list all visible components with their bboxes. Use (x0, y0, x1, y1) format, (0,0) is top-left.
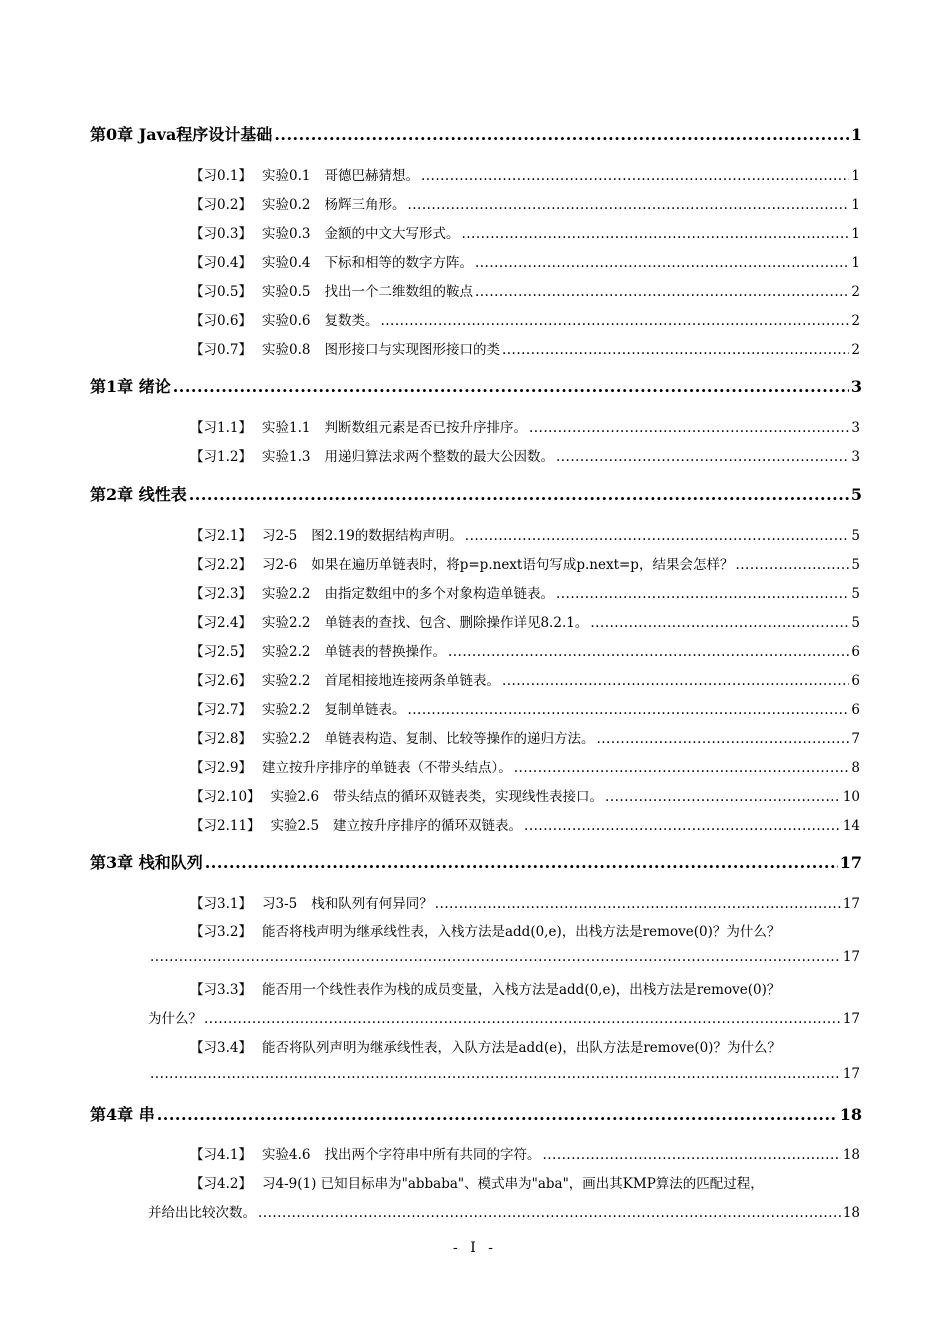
entry-tag: 【习4.1】 (190, 1147, 252, 1163)
toc-chapter-0[interactable] (90, 122, 862, 145)
entry-ref: 实验0.6 (261, 313, 311, 329)
toc-entry[interactable] (190, 553, 860, 573)
page-number: 2 (851, 342, 860, 358)
leader-dots (204, 1011, 841, 1027)
toc-entry-wrapped-first-line[interactable] (190, 1036, 781, 1056)
entry-text: 图2.19的数据结构声明。 (311, 528, 463, 544)
page-number: 3 (851, 449, 860, 465)
entry-tag: 【习2.9】 (190, 760, 252, 776)
toc-entry[interactable] (190, 814, 860, 834)
entry-ref: 实验2.2 (261, 673, 311, 689)
entry-text-continued: 为什么？ (148, 1011, 202, 1027)
page-number: 18 (842, 1205, 860, 1221)
toc-entry[interactable] (190, 756, 860, 776)
entry-text: 单链表构造、复制、比较等操作的递归方法。 (324, 731, 595, 747)
entry-text: 用递归算法求两个整数的最大公因数。 (324, 449, 554, 465)
entry-tag: 【习2.7】 (190, 702, 252, 718)
toc-entry[interactable] (190, 164, 860, 184)
entry-ref: 实验1.3 (261, 449, 311, 465)
entry-tag: 【习0.3】 (190, 226, 252, 242)
page-number: 1 (851, 197, 860, 213)
entry-ref: 习2-5 (261, 528, 298, 544)
entry-ref: 习2-6 (261, 557, 298, 573)
chapter-title: 第0章 Java程序设计基础 (90, 125, 273, 144)
entry-ref: 实验0.1 (261, 168, 311, 184)
leader-dots (461, 226, 849, 242)
entry-tag: 【习1.1】 (190, 420, 252, 436)
entry-tag: 【习0.7】 (190, 342, 252, 358)
page-number: 2 (851, 313, 860, 329)
leader-dots (448, 644, 849, 660)
leader-dots (556, 586, 849, 602)
page-number: 1 (851, 255, 860, 271)
entry-text: 复数类。 (324, 313, 379, 329)
toc-entry[interactable] (190, 582, 860, 602)
toc-entry[interactable] (190, 222, 860, 242)
entry-ref: 实验2.6 (270, 789, 320, 805)
entry-text: 图形接口与实现图形接口的类 (324, 342, 500, 358)
entry-text: 找出两个字符串中所有共同的字符。 (324, 1147, 541, 1163)
entry-tag: 【习2.5】 (190, 644, 252, 660)
entry-ref: 实验0.4 (261, 255, 311, 271)
leader-dots (205, 853, 838, 872)
entry-text: 判断数组元素是否已按升序排序。 (324, 420, 527, 436)
entry-tag: 【习2.10】 (190, 789, 261, 805)
leader-dots (465, 528, 850, 544)
leader-dots (189, 485, 849, 504)
toc-entry[interactable] (190, 524, 860, 544)
entry-text: 单链表的替换操作。 (324, 644, 446, 660)
entry-tag: 【习2.1】 (190, 528, 252, 544)
toc-chapter-2[interactable] (90, 482, 862, 505)
entry-tag: 【习2.3】 (190, 586, 252, 602)
toc-entry[interactable] (190, 892, 860, 912)
toc-entry-wrapped-second-line[interactable] (148, 1201, 860, 1221)
entry-ref: 实验1.1 (261, 420, 311, 436)
page-number: 6 (851, 644, 860, 660)
page-number: 18 (842, 1147, 860, 1163)
leader-dots (605, 789, 841, 805)
leader-dots (502, 342, 849, 358)
leader-dots (556, 449, 849, 465)
leader-dots (596, 731, 849, 747)
leader-dots (542, 1147, 840, 1163)
entry-ref: 实验2.2 (261, 702, 311, 718)
leader-dots (274, 125, 849, 144)
entry-tag: 【习4.2】 (190, 1176, 252, 1192)
entry-text: 单链表的查找、包含、删除操作详见8.2.1。 (324, 615, 589, 631)
entry-ref: 实验0.8 (261, 342, 311, 358)
entry-tag: 【习0.1】 (190, 168, 252, 184)
entry-text: 栈和队列有何异同？ (311, 896, 433, 912)
entry-ref: 实验0.2 (261, 197, 311, 213)
leader-dots (258, 1205, 841, 1221)
entry-ref: 实验0.5 (261, 284, 311, 300)
entry-text: 由指定数组中的多个对象构造单链表。 (324, 586, 554, 602)
toc-entry-wrapped-second-line[interactable] (148, 1066, 860, 1082)
entry-tag: 【习0.2】 (190, 197, 252, 213)
toc-entry[interactable] (190, 698, 860, 718)
leader-dots (380, 313, 849, 329)
page-number: 1 (851, 168, 860, 184)
page-number: 17 (842, 896, 860, 912)
toc-chapter-4[interactable] (90, 1102, 862, 1125)
toc-entry-wrapped-first-line[interactable] (190, 1172, 764, 1192)
page-number: 1 (850, 125, 862, 144)
entry-text: 哥德巴赫猜想。 (324, 168, 419, 184)
entry-tag: 【习3.4】 (190, 1040, 252, 1056)
page-number: 3 (851, 420, 860, 436)
toc-entry-wrapped-first-line[interactable] (190, 920, 780, 940)
toc-chapter-3[interactable] (90, 850, 862, 873)
toc-entry-wrapped-second-line[interactable] (148, 1007, 860, 1027)
entry-text: 找出一个二维数组的鞍点 (324, 284, 473, 300)
page-footer-number: - I - (453, 1240, 497, 1256)
toc-entry[interactable] (190, 1143, 860, 1163)
page-number: 1 (851, 226, 860, 242)
entry-tag: 【习2.11】 (190, 818, 261, 834)
leader-dots (150, 949, 841, 965)
entry-text: 能否将栈声明为继承线性表，入栈方法是add(0,e)，出栈方法是remove(0)？为什么？ (261, 924, 781, 940)
toc-entry[interactable] (190, 280, 860, 300)
chapter-title: 第1章 绪论 (90, 377, 171, 396)
page-number: 17 (842, 1066, 860, 1082)
leader-dots (524, 818, 841, 834)
leader-dots (157, 1105, 838, 1124)
page-number: 3 (850, 377, 862, 396)
toc-entry-wrapped-second-line[interactable] (148, 949, 860, 965)
leader-dots (407, 702, 849, 718)
chapter-title: 第3章 栈和队列 (90, 853, 203, 872)
toc-entry[interactable] (190, 727, 860, 747)
entry-tag: 【习2.6】 (190, 673, 252, 689)
leader-dots (173, 377, 849, 396)
page-number: 5 (851, 528, 860, 544)
page-number: 6 (851, 673, 860, 689)
entry-text: 复制单链表。 (324, 702, 406, 718)
page-number: 2 (851, 284, 860, 300)
page-number: 5 (851, 557, 860, 573)
page-number: 14 (842, 818, 860, 834)
entry-ref: 实验2.5 (270, 818, 320, 834)
entry-ref: 实验2.2 (261, 615, 311, 631)
entry-ref: 实验4.6 (261, 1147, 311, 1163)
entry-tag: 【习2.8】 (190, 731, 252, 747)
page-number: 17 (839, 853, 862, 872)
leader-dots (150, 1066, 841, 1082)
leader-dots (435, 896, 841, 912)
toc-entry[interactable] (190, 416, 860, 436)
page-number: 6 (851, 702, 860, 718)
page-number: 5 (850, 485, 862, 504)
entry-text: 建立按升序排序的单链表（不带头结点）。 (261, 760, 512, 776)
toc-chapter-1[interactable] (90, 374, 862, 397)
entry-tag: 【习2.2】 (190, 557, 252, 573)
page-number: 7 (851, 731, 860, 747)
page-number: 17 (842, 1011, 860, 1027)
chapter-title: 第4章 串 (90, 1105, 155, 1124)
entry-ref: 习3-5 (261, 896, 298, 912)
entry-tag: 【习0.6】 (190, 313, 252, 329)
entry-text: 能否将队列声明为继承线性表，入队方法是add(e)，出队方法是remove(0)？为什么？ (261, 1040, 781, 1056)
entry-ref: 实验2.2 (261, 586, 311, 602)
entry-text: 金额的中文大写形式。 (324, 226, 460, 242)
entry-tag: 【习3.2】 (190, 924, 252, 940)
entry-ref: 实验2.2 (261, 731, 311, 747)
toc-entry-wrapped-first-line[interactable] (190, 978, 780, 998)
toc-entry[interactable] (190, 445, 860, 465)
entry-tag: 【习3.3】 (190, 982, 252, 998)
page-number: 8 (851, 760, 860, 776)
leader-dots (735, 557, 849, 573)
entry-text: 下标和相等的数字方阵。 (324, 255, 473, 271)
leader-dots (502, 673, 849, 689)
page-number: 17 (842, 949, 860, 965)
page-number: 18 (839, 1105, 862, 1124)
entry-text: 首尾相接地连接两条单链表。 (324, 673, 500, 689)
page-number: 5 (851, 586, 860, 602)
entry-text: 杨辉三角形。 (324, 197, 406, 213)
leader-dots (475, 284, 849, 300)
entry-ref: 实验0.3 (261, 226, 311, 242)
entry-tag: 【习0.4】 (190, 255, 252, 271)
toc-entry[interactable] (190, 669, 860, 689)
leader-dots (590, 615, 849, 631)
entry-tag: 【习1.2】 (190, 449, 252, 465)
entry-text-continued: 并给出比较次数。 (148, 1205, 256, 1221)
entry-tag: 【习0.5】 (190, 284, 252, 300)
entry-text: 带头结点的循环双链表类，实现线性表接口。 (333, 789, 604, 805)
leader-dots (529, 420, 849, 436)
toc-entry[interactable] (190, 785, 860, 805)
chapter-title: 第2章 线性表 (90, 485, 187, 504)
toc-entry[interactable] (190, 309, 860, 329)
leader-dots (475, 255, 849, 271)
entry-ref: 实验2.2 (261, 644, 311, 660)
toc-entry[interactable] (190, 640, 860, 660)
entry-tag: 【习3.1】 (190, 896, 252, 912)
entry-tag: 【习2.4】 (190, 615, 252, 631)
leader-dots (514, 760, 850, 776)
entry-text: 如果在遍历单链表时，将p=p.next语句写成p.next=p，结果会怎样？ (311, 557, 734, 573)
leader-dots (421, 168, 849, 184)
page-number: 5 (851, 615, 860, 631)
toc-entry[interactable] (190, 611, 860, 631)
toc-entry[interactable] (190, 338, 860, 358)
leader-dots (407, 197, 849, 213)
entry-text: 能否用一个线性表作为栈的成员变量，入栈方法是add(0,e)，出栈方法是remove(0)？ (261, 982, 781, 998)
entry-text: 习4-9(1) 已知目标串为"abbaba"、模式串为"aba"，画出其KMP算法的匹配过程， (261, 1176, 764, 1192)
toc-entry[interactable] (190, 251, 860, 271)
toc-entry[interactable] (190, 193, 860, 213)
page-number: 10 (842, 789, 860, 805)
entry-text: 建立按升序排序的循环双链表。 (333, 818, 523, 834)
